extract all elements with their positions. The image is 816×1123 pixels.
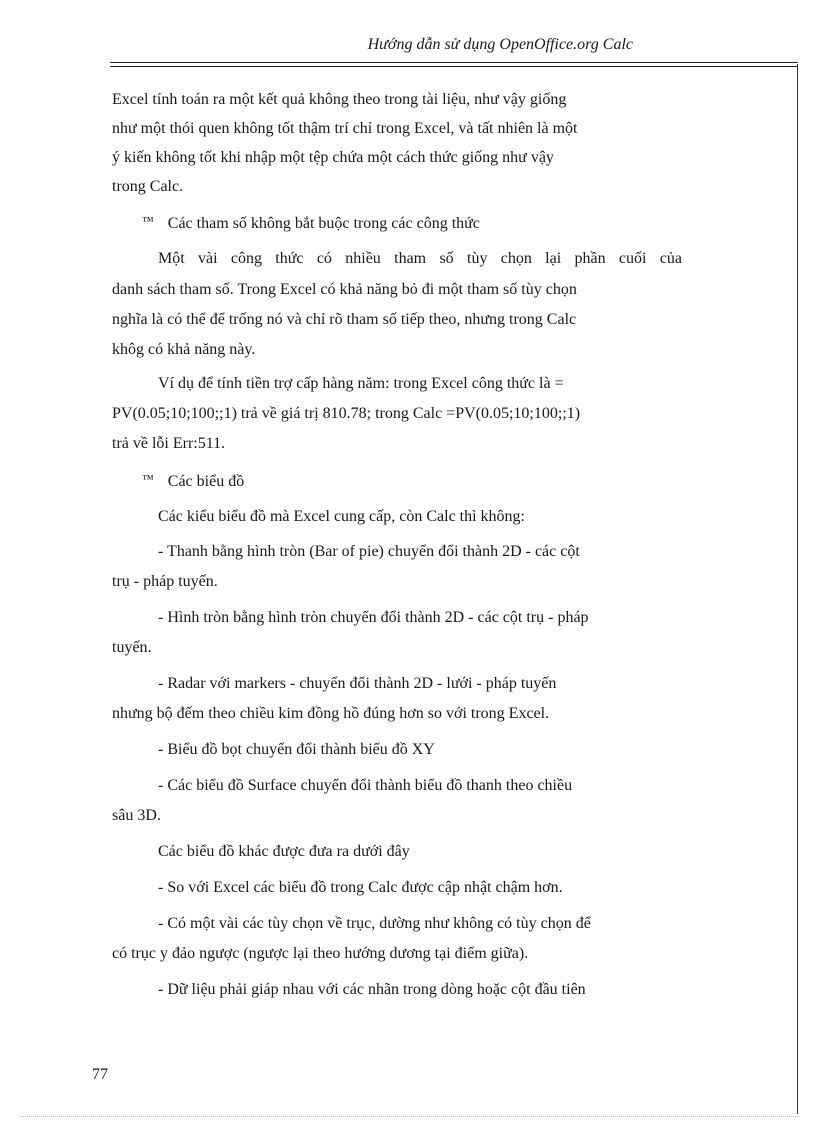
body-line: khôg có khả năng này. (112, 341, 256, 358)
body-line: nghĩa là có thể để trống nó và chỉ rõ tham số tiếp theo, nhưng trong Calc (112, 311, 577, 328)
header-rule (110, 62, 798, 63)
body-line: - Hình tròn bằng hình tròn chuyển đổi thành 2D - các cột trụ - pháp (158, 609, 589, 626)
section-heading-text: Các biểu đồ (167, 473, 245, 490)
body-line: - Biểu đồ bọt chuyển đổi thành biểu đồ XY (158, 741, 435, 758)
page-bottom-edge (20, 1116, 800, 1117)
section-heading-text: Các tham số không bắt buộc trong các công thức (167, 215, 480, 232)
body-line: sâu 3D. (112, 807, 161, 824)
body-line: Ví dụ để tính tiền trợ cấp hàng năm: trong Excel công thức là = (158, 375, 564, 392)
body-line: nhưng bộ đếm theo chiều kim đồng hồ đúng hơn so với trong Excel. (112, 705, 550, 722)
body-line: PV(0.05;10;100;;1) trả về giá trị 810.78; trong Calc =PV(0.05;10;100;;1) (112, 405, 581, 422)
section-heading-charts (142, 469, 244, 492)
body-line: Excel tính toán ra một kết quả không theo trong tài liệu, như vậy giống (112, 91, 567, 108)
body-line: ý kiến không tốt khi nhập một tệp chứa một cách thức giống như vậy (112, 149, 554, 166)
body-line: danh sách tham số. Trong Excel có khả năng bỏ đi một tham số tùy chọn (112, 281, 577, 298)
body-line: - Các biểu đồ Surface chuyển đổi thành biểu đồ thanh theo chiều (158, 777, 573, 794)
body-line: có trục y đảo ngược (ngược lại theo hướng dương tại điểm giữa). (112, 945, 529, 962)
body-line: Một vài công thức có nhiều tham số tùy chọn lại phần cuối của (158, 250, 682, 267)
trademark-bullet-icon: ™ (142, 472, 154, 486)
body-line: Các kiểu biểu đồ mà Excel cung cấp, còn Calc thì không: (158, 508, 525, 525)
trademark-bullet-icon: ™ (142, 214, 154, 228)
page-right-border (797, 64, 798, 1114)
body-line: - Radar với markers - chuyển đổi thành 2D - lưới - pháp tuyến (158, 675, 557, 692)
section-heading-optional-params (142, 211, 480, 234)
body-line: trụ - pháp tuyến. (112, 573, 218, 590)
body-line: trả về lỗi Err:511. (112, 435, 226, 452)
body-line: như một thói quen không tốt thậm trí chỉ trong Excel, và tất nhiên là một (112, 120, 578, 137)
body-line: - Có một vài các tùy chọn về trục, dường như không có tùy chọn để (158, 915, 591, 932)
running-header: Hướng dẫn sử dụng OpenOffice.org Calc (367, 36, 633, 53)
body-line: - Thanh bằng hình tròn (Bar of pie) chuyển đổi thành 2D - các cột (158, 543, 580, 560)
body-line: - So với Excel các biểu đồ trong Calc được cập nhật chậm hơn. (158, 879, 563, 896)
body-line: - Dữ liệu phải giáp nhau với các nhãn trong dòng hoặc cột đầu tiên (158, 981, 586, 998)
body-line: trong Calc. (112, 178, 184, 195)
body-line: Các biểu đồ khác được đưa ra dưới đây (158, 843, 410, 860)
body-line: tuyến. (112, 639, 152, 656)
page-number: 77 (92, 1066, 108, 1083)
